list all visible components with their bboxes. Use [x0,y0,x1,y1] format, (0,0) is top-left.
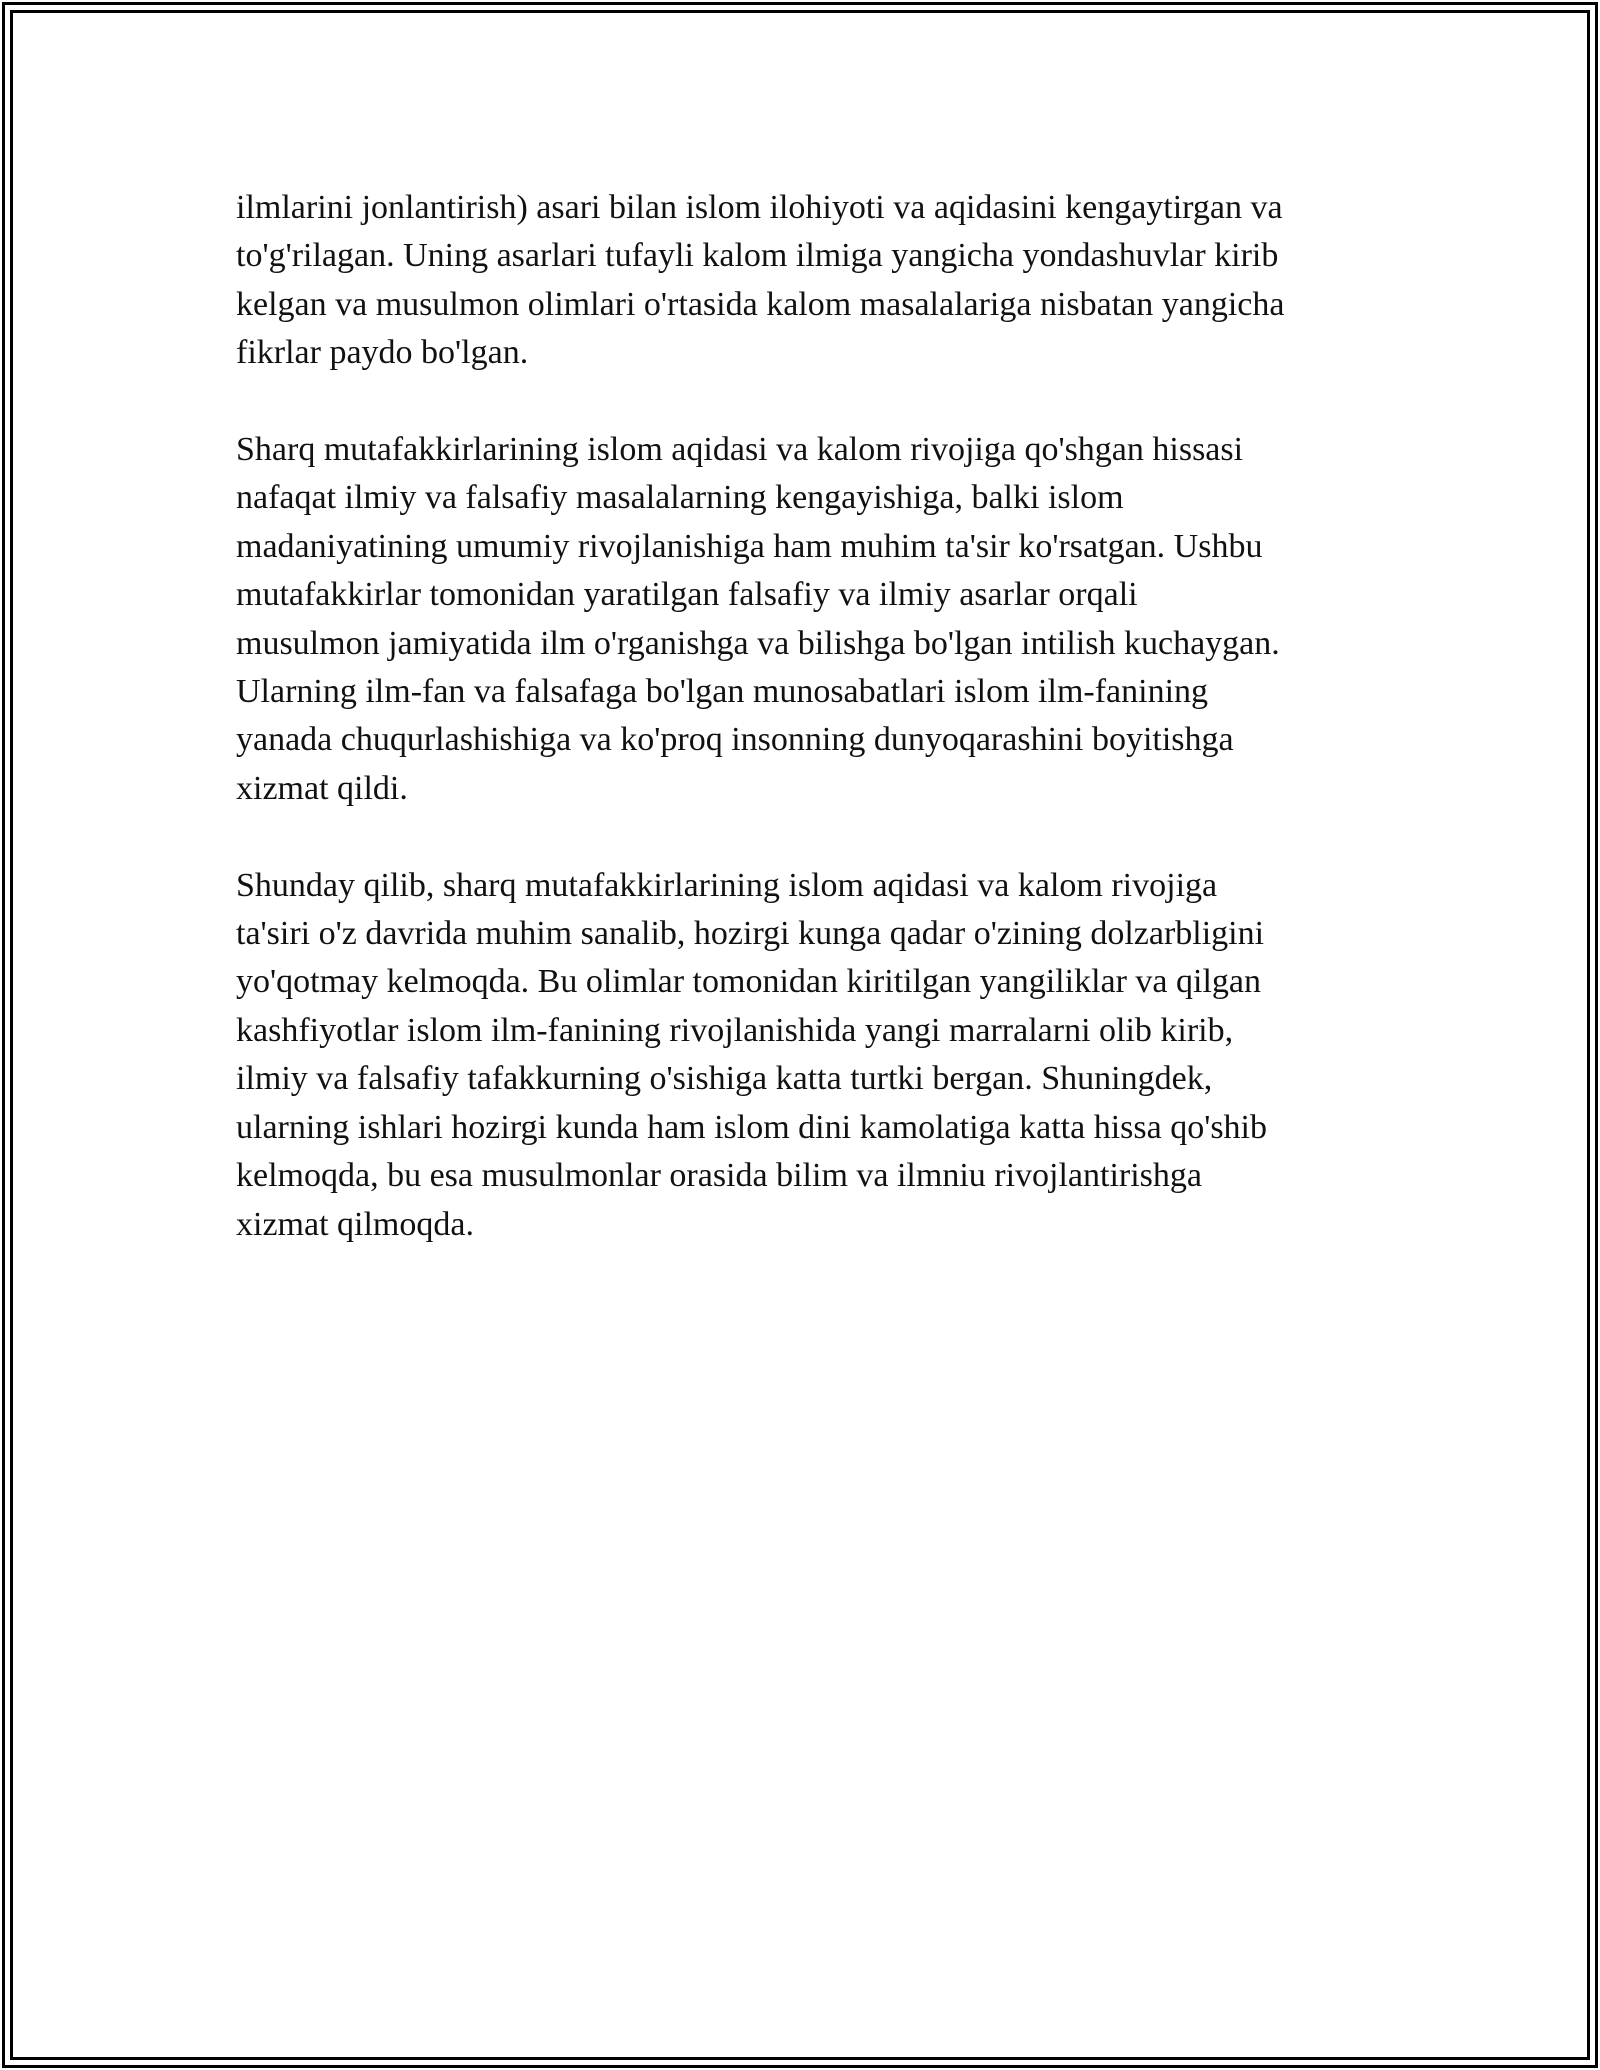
text-line: xizmat qilmoqda. [236,1205,474,1243]
text-line: ularning ishlari hozirgi kunda ham islom dini kamolatiga katta hissa qo'shib [236,1108,1268,1146]
text-line: Sharq mutafakkirlarining islom aqidasi va kalom rivojiga qo'shgan hissasi [236,431,1244,469]
text-line: Ularning ilm-fan va falsafaga bo'lgan munosabatlari islom ilm-fanining [236,673,1209,711]
text-line: ta'siri o'z davrida muhim sanalib, hozirgi kunga qadar o'zining dolzarbligini [236,915,1265,953]
text-line: madaniyatining umumiy rivojlanishiga ham muhim ta'sir ko'rsatgan. Ushbu [236,527,1263,565]
text-line: mutafakkirlar tomonidan yaratilgan falsafiy va ilmiy asarlar orqali [236,576,1138,614]
text-line: yo'qotmay kelmoqda. Bu olimlar tomonidan kiritilgan yangiliklar va qilgan [236,963,1261,1001]
text-line: kelgan va musulmon olimlari o'rtasida kalom masalalariga nisbatan yangicha [236,285,1285,323]
text-line: ilmiy va falsafiy tafakkurning o'sishiga katta turtki bergan. Shuningdek, [236,1060,1213,1098]
text-line: musulmon jamiyatida ilm o'rganishga va bilishga bo'lgan intilish kuchaygan. [236,624,1280,662]
paragraph-2 [236,426,1386,813]
text-line: nafaqat ilmiy va falsafiy masalalarning kengayishiga, balki islom [236,479,1124,517]
text-line: yanada chuqurlashishiga va ko'proq insonning dunyoqarashini boyitishga [236,721,1234,759]
document-body [236,184,1386,1297]
text-line: Shunday qilib, sharq mutafakkirlarining islom aqidasi va kalom rivojiga [236,866,1218,904]
text-line: xizmat qildi. [236,769,408,807]
text-line: kelmoqda, bu esa musulmonlar orasida bilim va ilmniu rivojlantirishga [236,1157,1202,1195]
paragraph-3 [236,862,1386,1249]
text-line: ilmlarini jonlantirish) asari bilan islom ilohiyoti va aqidasini kengaytirgan va [236,189,1283,226]
text-line: fikrlar paydo bo'lgan. [236,334,529,372]
paragraph-1 [236,184,1386,378]
text-line: kashfiyotlar islom ilm-fanining rivojlanishida yangi marralarni olib kirib, [236,1011,1234,1049]
text-line: to'g'rilagan. Uning asarlari tufayli kalom ilmiga yangicha yondashuvlar kirib [236,237,1279,275]
